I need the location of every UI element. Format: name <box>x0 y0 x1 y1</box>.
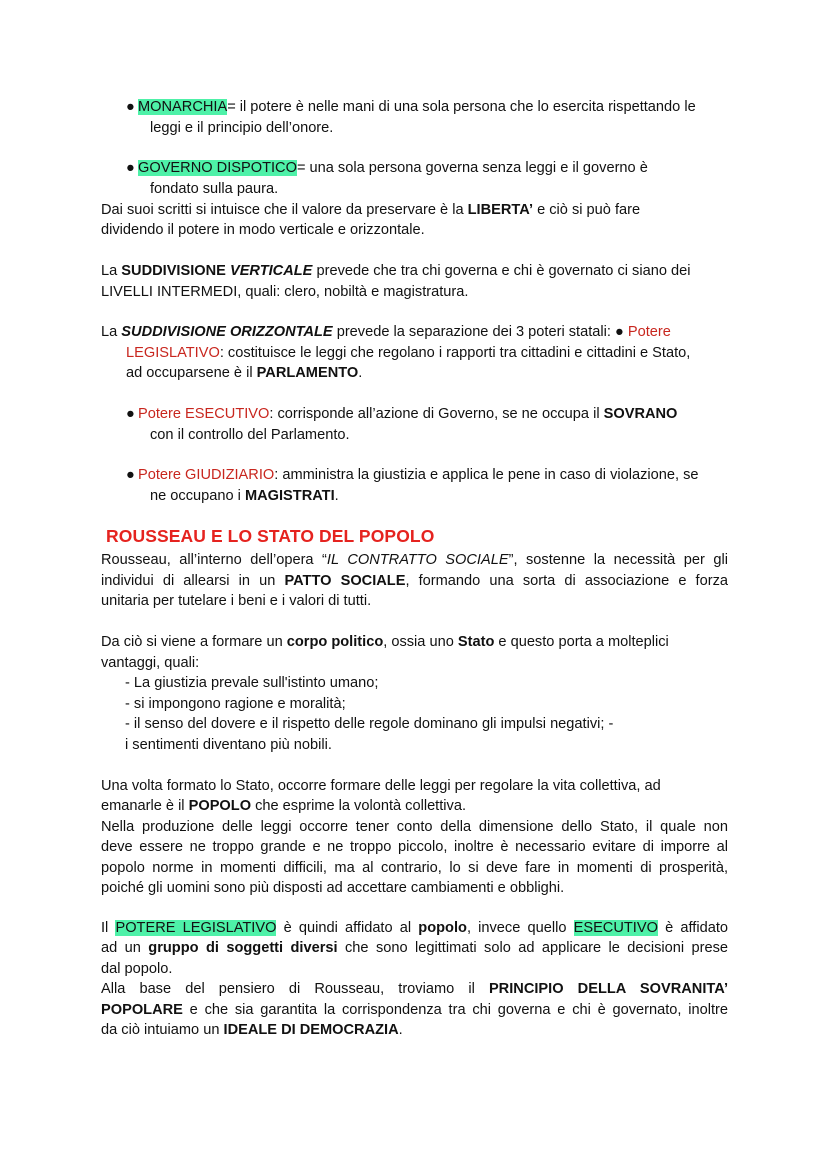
text-line: con il controllo del Parlamento. <box>150 427 350 443</box>
text-line <box>101 550 728 570</box>
highlight-esecutivo: ESECUTIVO <box>573 920 658 936</box>
bold-text: SUDDIVISIONE <box>121 263 230 279</box>
paragraph-orizzontale <box>101 322 671 342</box>
text: Alla base del pensiero di Rousseau, troviamo il <box>101 981 489 997</box>
text: e questo porta a molteplici <box>494 634 669 650</box>
bullet-dispotico <box>126 158 648 178</box>
text-line <box>101 796 466 816</box>
text: è quindi affidato al <box>276 920 419 936</box>
text-line <box>101 938 728 958</box>
bold-text: PRINCIPIO DELLA SOVRANITA’ <box>488 981 728 997</box>
list-item: - il senso del dovere e il rispetto delle regole dominano gli impulsi negativi; - <box>125 716 614 732</box>
section-title: ROUSSEAU E LO STATO DEL POPOLO <box>106 526 435 546</box>
paragraph-liberta <box>101 200 640 220</box>
list-item: - si impongono ragione e moralità; <box>125 696 346 712</box>
red-text: Potere <box>627 324 671 340</box>
text: ad occuparsene è il <box>126 365 257 381</box>
bold-text: Stato <box>457 634 495 650</box>
red-text: LEGISLATIVO <box>126 345 220 361</box>
text: , formando una sorta di associazione e forza <box>405 573 728 589</box>
text-line <box>126 343 690 363</box>
text: individui di allearsi in un <box>101 573 285 589</box>
text: = il potere è nelle mani di una sola persona che lo esercita rispettando le <box>227 99 696 115</box>
text: e ciò si può fare <box>533 202 641 218</box>
text: , invece quello <box>466 920 574 936</box>
bold-italic-text: VERTICALE <box>229 263 313 279</box>
text-line: unitaria per tutelare i beni e i valori di tutti. <box>101 593 372 609</box>
bold-text: gruppo di soggetti diversi <box>148 940 338 956</box>
text-line: Una volta formato lo Stato, occorre formare delle leggi per regolare la vita collettiva, ad <box>101 778 661 794</box>
text: Da ciò si viene a formare un <box>101 634 287 650</box>
bold-italic-text: SUDDIVISIONE ORIZZONTALE <box>121 324 333 340</box>
text-line: dividendo il potere in modo verticale e orizzontale. <box>101 222 425 238</box>
text-line <box>101 1020 403 1040</box>
text: che esprime la volontà collettiva. <box>251 798 467 814</box>
text: da ciò intuiamo un <box>101 1022 224 1038</box>
bold-text: POPOLARE <box>101 1002 183 1018</box>
text: . <box>398 1022 403 1038</box>
text: e che sia garantita la corrispondenza tra chi governa e chi è governato, inoltre <box>182 1002 728 1018</box>
bold-text: SOVRANO <box>603 406 678 422</box>
text: che sono legittimati solo ad applicare le decisioni prese <box>337 940 729 956</box>
text: prevede la separazione dei 3 poteri statali: ● <box>332 324 628 340</box>
text-line <box>101 979 728 999</box>
text: , ossia uno <box>383 634 458 650</box>
bullet-icon: ● <box>126 99 135 115</box>
bold-text: popolo <box>418 920 467 936</box>
bullet-icon: ● <box>126 467 135 483</box>
text: La <box>101 324 122 340</box>
bullet-icon: ● <box>126 406 135 422</box>
text: = una sola persona governa senza leggi e il governo è <box>296 160 648 176</box>
text-line: vantaggi, quali: <box>101 655 200 671</box>
paragraph-verticale <box>101 261 690 281</box>
text-line: LIVELLI INTERMEDI, quali: clero, nobiltà e magistratura. <box>101 284 469 300</box>
text-line <box>150 486 339 506</box>
text-line: fondato sulla paura. <box>150 181 279 197</box>
bold-text: PATTO SOCIALE <box>284 573 406 589</box>
highlight-monarchia: MONARCHIA <box>138 99 228 115</box>
text: : corrisponde all’azione di Governo, se ne occupa il <box>269 406 604 422</box>
text: deve essere ne troppo grande e ne troppo piccolo, inoltre è necessario evitare di imporre al <box>101 839 728 855</box>
text: Dai suoi scritti si intuisce che il valore da preservare è la <box>101 202 468 218</box>
text-line <box>126 363 362 383</box>
text: . <box>334 488 339 504</box>
text-line <box>101 858 728 878</box>
highlight-dispotico: GOVERNO DISPOTICO <box>138 160 297 176</box>
bold-text: LIBERTA’ <box>467 202 534 218</box>
text: è affidato <box>657 920 728 936</box>
bold-text: POPOLO <box>188 798 252 814</box>
highlight-legislativo: POTERE LEGISLATIVO <box>115 920 277 936</box>
bullet-esecutivo <box>126 404 677 424</box>
text: emanarle è il <box>101 798 189 814</box>
text: . <box>358 365 363 381</box>
text: Il <box>101 920 116 936</box>
bold-text: corpo politico <box>286 634 384 650</box>
bullet-icon: ● <box>126 160 135 176</box>
list-item: - La giustizia prevale sull'istinto umano; <box>125 675 379 691</box>
text: ad un <box>101 940 149 956</box>
text: popolo norme in momenti difficili, ma al contrario, lo si deve fare in momenti di prosperità, <box>101 860 728 876</box>
text: : amministra la giustizia e applica le pene in caso di violazione, se <box>274 467 699 483</box>
text: : costituisce le leggi che regolano i rapporti tra cittadini e cittadini e Stato, <box>219 345 691 361</box>
bold-text: PARLAMENTO <box>256 365 359 381</box>
text: ”, sostenne la necessità per gli <box>508 552 728 568</box>
bullet-monarchia <box>126 97 696 117</box>
text-line <box>101 817 728 837</box>
text-line <box>101 918 728 938</box>
bold-text: IDEALE DI DEMOCRAZIA <box>223 1022 399 1038</box>
text: Nella produzione delle leggi occorre tener conto della dimensione dello Stato, il quale non <box>101 819 728 835</box>
text: La <box>101 263 122 279</box>
text-line <box>101 837 728 857</box>
text: prevede che tra chi governa e chi è governato ci siano dei <box>312 263 691 279</box>
red-text: Potere GIUDIZIARIO <box>138 467 275 483</box>
red-text: Potere ESECUTIVO <box>138 406 270 422</box>
italic-text: IL CONTRATTO SOCIALE <box>326 552 509 568</box>
list-item: i sentimenti diventano più nobili. <box>125 737 332 753</box>
bullet-giudiziario <box>126 465 699 485</box>
paragraph-corpo <box>101 632 669 652</box>
text: Rousseau, all’interno dell’opera “ <box>101 552 327 568</box>
text-line: poiché gli uomini sono più disposti ad accettare cambiamenti e obblighi. <box>101 880 565 896</box>
text: ne occupano i <box>150 488 245 504</box>
bold-text: MAGISTRATI <box>244 488 335 504</box>
text-line <box>101 571 728 591</box>
text-line <box>101 1000 728 1020</box>
text-line: dal popolo. <box>101 961 173 977</box>
text-line: leggi e il principio dell’onore. <box>150 120 334 136</box>
